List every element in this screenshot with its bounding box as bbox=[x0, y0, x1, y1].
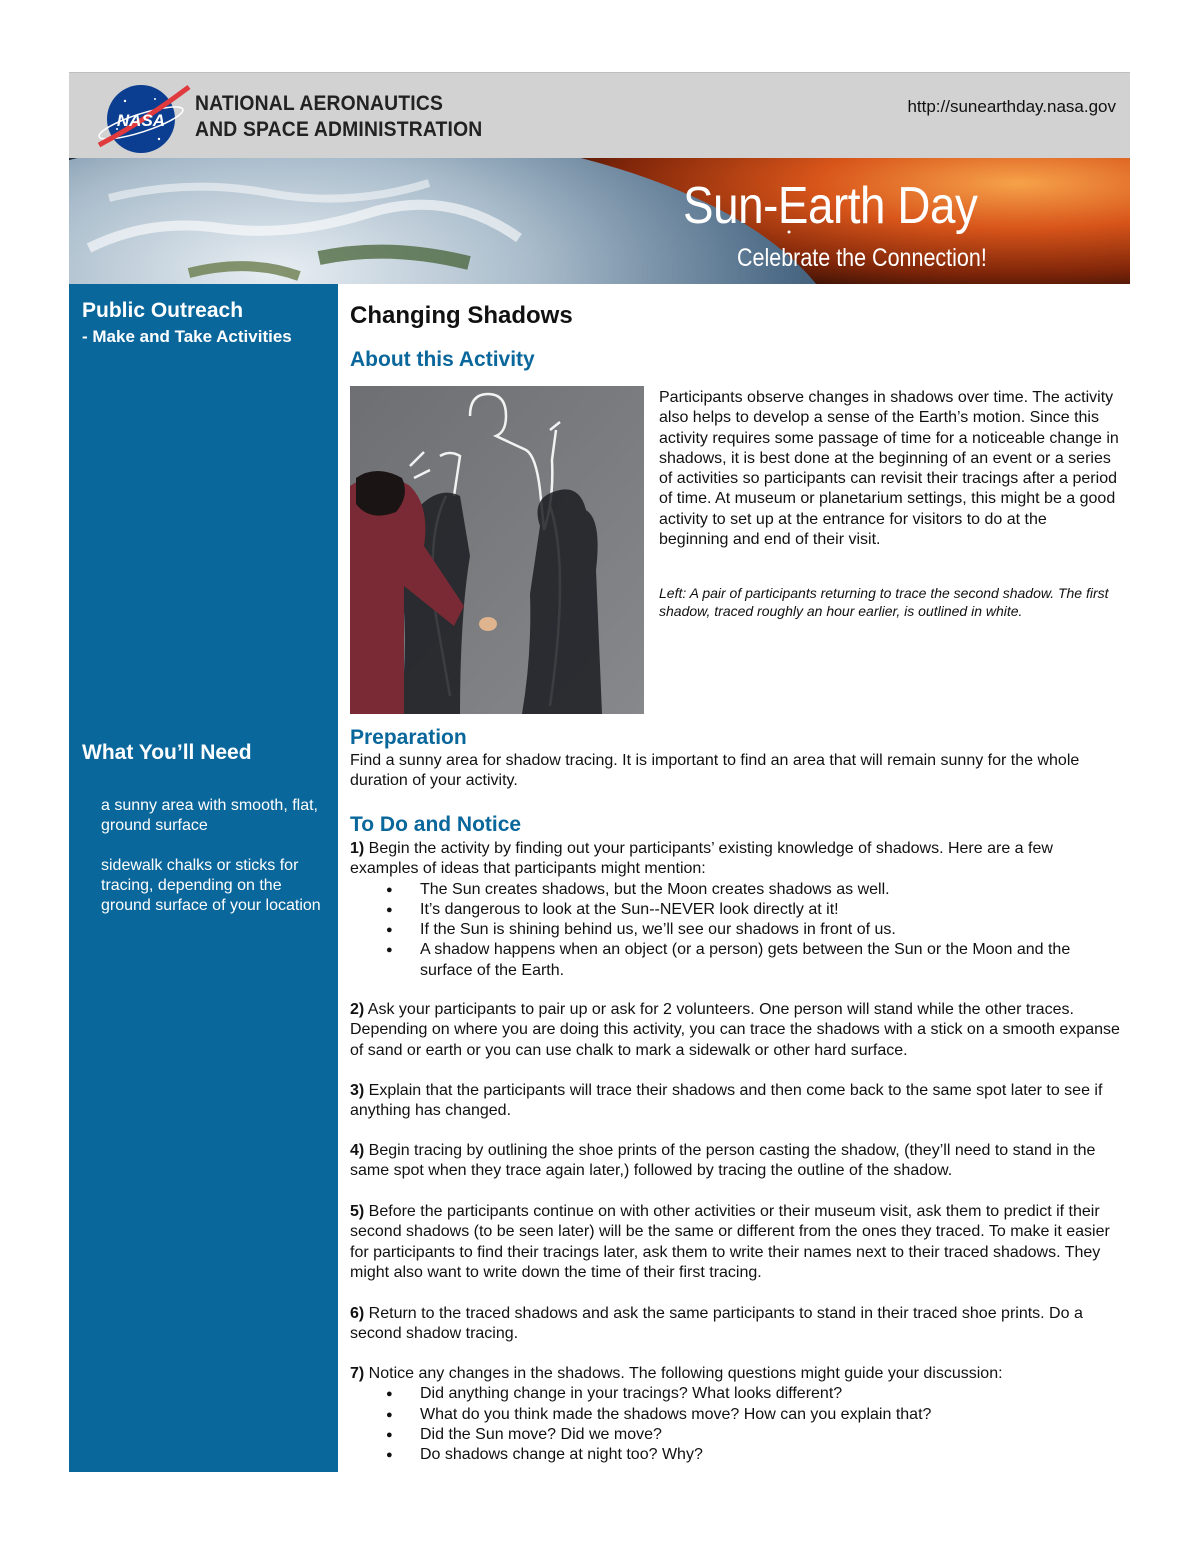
photo-caption: Left: A pair of participants returning to trace the second shadow. The first shadow, traced roughly an hour earlier, is outlined in white. bbox=[659, 585, 1109, 619]
step-1-bullets bbox=[350, 880, 1120, 981]
list-item: ● What do you think made the shadows move? How can you explain that? bbox=[420, 1405, 1120, 1425]
todo-heading: To Do and Notice bbox=[350, 813, 522, 836]
step-7-bullets bbox=[350, 1384, 1120, 1465]
preparation-heading: Preparation bbox=[350, 726, 467, 749]
svg-text:NASA: NASA bbox=[116, 111, 166, 130]
list-item: ● If the Sun is shining behind us, we’ll see our shadows in front of us. bbox=[420, 920, 1120, 940]
preparation-paragraph: Find a sunny area for shadow tracing. It is important to find an area that will remain sunny for the whole duration of your activity. bbox=[350, 752, 1080, 790]
what-youll-need-heading: What You’ll Need bbox=[82, 741, 252, 764]
step-3: 3) Explain that the participants will trace their shadows and then come back to the same spot later to see if anything has changed. bbox=[350, 1082, 1103, 1120]
step-5: 5) Before the participants continue on with other activities or their museum visit, ask them to predict if their second shadows (to be seen later) will be the same or different from the ones they traced. To make it easier for participants to find their tracings later, ask them to write their names next to their traced shadows. They might also want to write down the time of their first tracing. bbox=[350, 1203, 1110, 1281]
about-paragraph: Participants observe changes in shadows over time. The activity also helps to develop a sense of the Earth’s motion. Since this activity requires some passage of time for a noticeable change in shadows, it is best done at the beginning of an event or a series of activities so participants can revisit their tracings after a period of time. At museum or planetarium settings, this might be a good activity to set up at the entrance for visitors to do at the beginning and end of their visit. bbox=[659, 389, 1119, 549]
list-item: ● Did anything change in your tracings? What looks different? bbox=[420, 1384, 1120, 1404]
banner-subtitle: Celebrate the Connection! bbox=[737, 244, 987, 272]
list-item: ● Did the Sun move? Did we move? bbox=[420, 1425, 1120, 1445]
step-1: 1) Begin the activity by finding out your participants’ existing knowledge of shadows. Here are a few examples of ideas that participants might mention: ● The Sun creates shadows, but the Moon creates shadows as well. ● It’s dangerous to look at the Sun--NEVER look directly at it! ● If the Sun is shining behind us, we’ll see our shadows in front of us. ● A shadow happens when an object (or a person) gets between the Sun or the Moon and the surface of the Earth. bbox=[350, 839, 1120, 981]
list-item: ● Do shadows change at night too? Why? bbox=[420, 1445, 1120, 1465]
about-heading: About this Activity bbox=[350, 348, 535, 371]
nasa-logo bbox=[89, 79, 193, 157]
materials-list bbox=[101, 796, 326, 936]
page-title: Changing Shadows bbox=[350, 302, 573, 329]
header-band bbox=[69, 72, 1130, 159]
document-page bbox=[69, 72, 1130, 1472]
agency-name: NATIONAL AERONAUTICS AND SPACE ADMINISTRATION bbox=[195, 92, 483, 141]
website-url[interactable]: http://sunearthday.nasa.gov bbox=[907, 97, 1116, 116]
step-6: 6) Return to the traced shadows and ask the same participants to stand in their traced shoe prints. Do a second shadow tracing. bbox=[350, 1305, 1083, 1343]
step-2: 2) Ask your participants to pair up or ask for 2 volunteers. One person will stand while the other traces. Depending on where you are doing this activity, you can trace the shadows with a stick on a smooth expanse of sand or earth or you can use chalk to mark a sidewalk or other hard surface. bbox=[350, 1001, 1120, 1059]
list-item: ● A shadow happens when an object (or a person) gets between the Sun or the Moon and the surface of the Earth. bbox=[420, 940, 1120, 981]
sun-earth-day-banner bbox=[69, 158, 1130, 284]
shadow-tracing-photo bbox=[350, 386, 644, 714]
banner-title: Sun-Earth Day bbox=[683, 177, 978, 235]
list-item: a sunny area with smooth, flat, ground surface bbox=[101, 797, 318, 834]
step-4: 4) Begin tracing by outlining the shoe prints of the person casting the shadow, (they’ll need to stand in the same spot when they trace again later,) followed by tracing the outline of the shadow. bbox=[350, 1142, 1096, 1180]
list-item: ● The Sun creates shadows, but the Moon creates shadows as well. bbox=[420, 880, 1120, 900]
sidebar-subheading: - Make and Take Activities bbox=[82, 327, 292, 346]
sidebar bbox=[69, 284, 338, 1472]
list-item: ● It’s dangerous to look at the Sun--NEVER look directly at it! bbox=[420, 900, 1120, 920]
list-item: sidewalk chalks or sticks for tracing, depending on the ground surface of your location bbox=[101, 857, 321, 914]
step-7: 7) Notice any changes in the shadows. The following questions might guide your discussion: ● Did anything change in your tracings? What looks different? ● What do you think made the shadows move? How can you explain that? ● Did the Sun move? Did we move? ● Do shadows change at night too? Why? bbox=[350, 1364, 1120, 1465]
sidebar-heading: Public Outreach bbox=[82, 299, 244, 322]
